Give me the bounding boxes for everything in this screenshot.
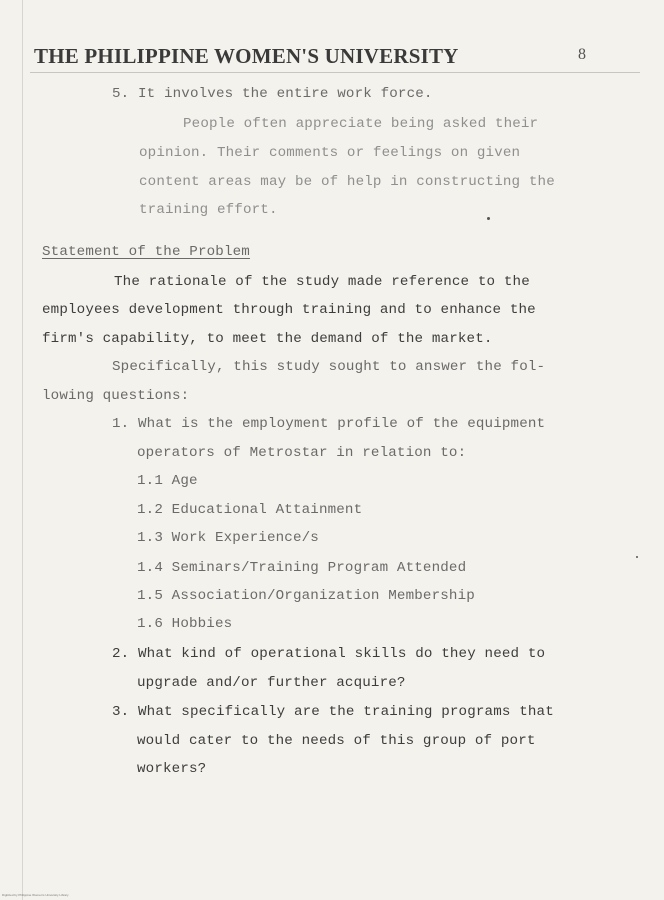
question-2-line-2: upgrade and/or further acquire? <box>137 675 406 691</box>
subitem-association: 1.5 Association/Organization Membership <box>137 588 475 604</box>
page-edge <box>22 0 23 900</box>
para1-line-1: People often appreciate being asked their <box>183 116 539 132</box>
para2-line-3: firm's capability, to meet the demand of the market. <box>42 331 493 347</box>
para3-line-2: lowing questions: <box>42 388 190 404</box>
question-2-line-1: 2. What kind of operational skills do they need to <box>112 646 546 662</box>
para2-line-1: The rationale of the study made reference to the <box>114 274 530 290</box>
subitem-education: 1.2 Educational Attainment <box>137 502 363 518</box>
question-1-line-1: 1. What is the employment profile of the equipment <box>112 416 546 432</box>
para2-line-2: employees development through training and to enhance the <box>42 302 536 318</box>
digitization-footer: Digitized by Philippine Women's University Library <box>2 893 69 897</box>
question-3-line-2: would cater to the needs of this group of port <box>137 733 536 749</box>
para1-line-2: opinion. Their comments or feelings on given <box>139 145 521 161</box>
subitem-seminars: 1.4 Seminars/Training Program Attended <box>137 560 467 576</box>
subitem-experience: 1.3 Work Experience/s <box>137 530 319 546</box>
ink-speck <box>487 217 490 220</box>
question-3-line-3: workers? <box>137 761 207 777</box>
question-1-line-2: operators of Metrostar in relation to: <box>137 445 467 461</box>
para1-line-4: training effort. <box>139 202 278 218</box>
para3-line-1: Specifically, this study sought to answer the fol- <box>112 359 546 375</box>
para1-line-3: content areas may be of help in constructing the <box>139 174 555 190</box>
item-5: 5. It involves the entire work force. <box>112 86 433 102</box>
ink-speck <box>636 556 638 558</box>
university-header: THE PHILIPPINE WOMEN'S UNIVERSITY <box>34 44 459 68</box>
page-number: 8 <box>578 46 586 63</box>
header-rule <box>30 72 640 73</box>
subitem-age: 1.1 Age <box>137 473 198 489</box>
section-heading: Statement of the Problem <box>42 244 250 260</box>
question-3-line-1: 3. What specifically are the training programs that <box>112 704 554 720</box>
subitem-hobbies: 1.6 Hobbies <box>137 616 233 632</box>
